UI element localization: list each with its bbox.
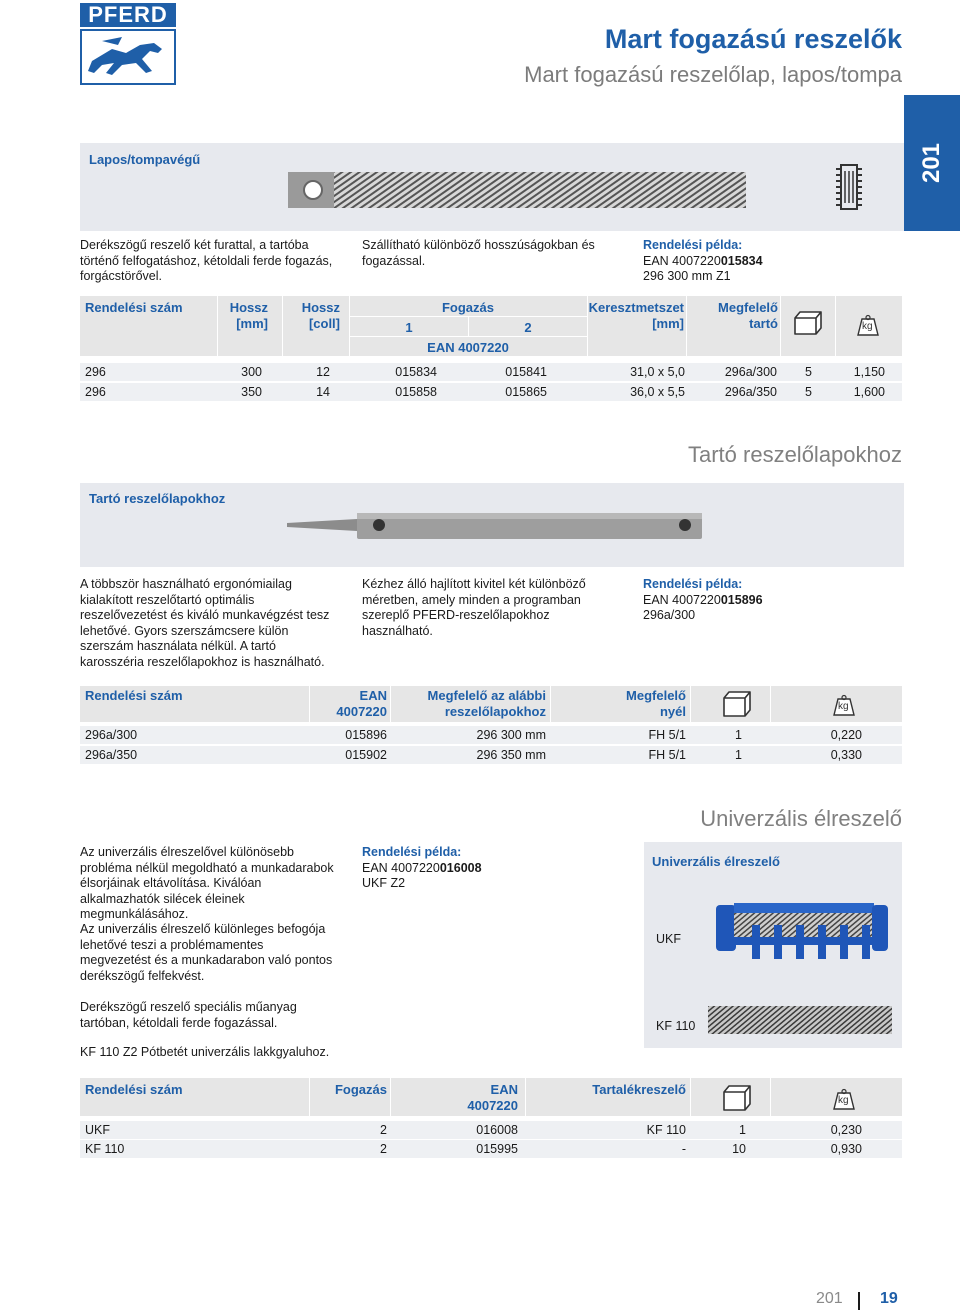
section-title-holder: Tartó reszelőlapokhoz: [687, 442, 902, 467]
order-example-label: Rendelési példa:: [643, 238, 743, 252]
order-ean-prefix: EAN 4007220: [643, 253, 721, 268]
order-example-line2: UKF Z2: [362, 876, 406, 890]
page-title: Mart fogazású reszelők: [604, 24, 902, 54]
cell-fits: 296 300 mm: [476, 728, 546, 742]
product-table-2: [80, 686, 902, 766]
cell-length-inch: 12: [316, 365, 330, 379]
cell-weight: 0,220: [830, 728, 862, 742]
cut-pattern-icon: [836, 163, 862, 211]
ukf-label: UKF: [656, 932, 681, 946]
weight-unit: kg: [838, 1095, 849, 1106]
header-order-number: Rendelési szám: [85, 688, 183, 703]
cell-weight: 0,230: [830, 1123, 862, 1137]
cell-teeth-2: 015841: [505, 365, 547, 379]
header-spare-file: Tartalékreszelő: [592, 1082, 686, 1097]
table-row: [80, 1140, 902, 1158]
pferd-logo: [80, 3, 176, 85]
side-tab: [904, 95, 960, 231]
table-row: [80, 726, 902, 744]
horse-logo-icon: [80, 29, 176, 85]
cell-teeth-1: 015834: [395, 365, 437, 379]
header-holder: Megfelelő tartó: [718, 300, 778, 331]
cell-length-mm: 300: [241, 365, 262, 379]
cell-ean: 015902: [345, 748, 387, 762]
cell-order: 296: [85, 365, 106, 379]
package-icon: [793, 310, 823, 336]
band-label: Univerzális élreszelő: [652, 854, 780, 869]
cell-qty: 1: [735, 728, 742, 742]
table-row: [80, 746, 902, 764]
cell-weight: 0,330: [830, 748, 862, 762]
cell-teeth: 2: [380, 1123, 387, 1137]
header-order-number: Rendelési szám: [85, 300, 183, 315]
header-ean: EAN 4007220: [336, 688, 387, 719]
cell-teeth-1: 015858: [395, 385, 437, 399]
brand-name: PFERD: [80, 3, 176, 27]
cell-ean: 016008: [476, 1123, 518, 1137]
ukf-tool-image: [712, 885, 892, 975]
product-table-1: [80, 296, 902, 402]
order-ean-code: 016008: [439, 860, 482, 875]
table-row: [80, 363, 902, 381]
header-teeth: Fogazás: [334, 1082, 387, 1097]
cell-weight: 1,150: [853, 365, 885, 379]
cell-qty: 10: [732, 1142, 746, 1156]
side-tab-label: 201: [917, 142, 945, 184]
cell-qty: 5: [805, 365, 812, 379]
cell-cross-section: 31,0 x 5,0: [630, 365, 685, 379]
header-handle: Megfelelő nyél: [626, 688, 686, 719]
order-ean-prefix: EAN 4007220: [643, 592, 721, 607]
cell-spare-file: -: [681, 1142, 686, 1156]
description-col2: Kézhez álló hajlított kivitel két különböző méretben, amely minden a programban szereplő PFERD-reszelőlapokhoz használható.: [362, 577, 586, 638]
table-row: [80, 1121, 902, 1139]
cell-spare-file: KF 110: [646, 1123, 686, 1137]
footer-page-number: 19: [880, 1290, 898, 1307]
description-p1: Az univerzális élreszelővel különösebb probléma nélkül megoldható a munkadarabok élsorjáinak eltávolítása. Kiválóan alkalmazhatók silécek éleinek megmunkálásához.: [80, 845, 334, 921]
cell-length-mm: 350: [241, 385, 262, 399]
order-example-line2: 296 300 mm Z1: [643, 269, 731, 283]
description-col1: A többször használható ergonómiailag kialakított reszelőtartó optimális reszelővezetést és kiváló munkavégzést tesz lehetővé. Gyors szerszámcsere külön szerszám használata nélkül. A tartó karosszéria reszelőlapokhoz is használható.: [80, 577, 330, 669]
section-title-universal: Univerzális élreszelő: [700, 806, 902, 831]
footer-catalog-number: 201: [816, 1290, 843, 1307]
band-label: Tartó reszelőlapokhoz: [89, 491, 226, 506]
description-p4: KF 110 Z2 Pótbetét univerzális lakkgyaluhoz.: [80, 1045, 330, 1059]
file-blade-image: [288, 166, 748, 214]
cell-qty: 1: [735, 748, 742, 762]
table-row: [80, 383, 902, 401]
weight-icon: [856, 314, 880, 336]
order-example-label: Rendelési példa:: [643, 577, 743, 591]
cell-qty: 1: [739, 1123, 746, 1137]
header-ean: EAN 4007220: [467, 1082, 518, 1113]
header-length-mm: Hossz [mm]: [229, 300, 268, 331]
description-col1: Derékszögű reszelő két furattal, a tartóba történő felfogatáshoz, kétoldali ferde fogazás, forgácstörővel.: [80, 238, 333, 283]
order-example-line2: 296a/300: [643, 608, 696, 622]
weight-icon: [832, 694, 856, 716]
cell-teeth-2: 015865: [505, 385, 547, 399]
header-fits: Megfelelő az alábbi reszelőlapokhoz: [427, 688, 546, 719]
kf110-image: [708, 1000, 894, 1040]
header-teeth-2: 2: [524, 320, 532, 335]
cell-handle: FH 5/1: [648, 748, 686, 762]
description-col2: Szállítható különböző hosszúságokban és fogazással.: [362, 238, 595, 268]
cell-qty: 5: [805, 385, 812, 399]
cell-ean: 015896: [345, 728, 387, 742]
package-icon: [722, 690, 752, 718]
weight-unit: kg: [838, 701, 849, 712]
page-subtitle: Mart fogazású reszelőlap, lapos/tompa: [524, 62, 902, 87]
cell-holder: 296a/350: [724, 385, 777, 399]
header-ean: EAN 4007220: [427, 340, 509, 355]
cell-weight: 1,600: [853, 385, 885, 399]
header-cross-section: Keresztmetszet [mm]: [588, 300, 684, 331]
cell-length-inch: 14: [316, 385, 330, 399]
order-example-label: Rendelési példa:: [362, 845, 462, 859]
cell-order: 296a/300: [85, 728, 138, 742]
header-length-inch: Hossz [coll]: [301, 300, 340, 331]
cell-ean: 015995: [476, 1142, 518, 1156]
cell-order: 296: [85, 385, 106, 399]
cell-fits: 296 350 mm: [476, 748, 546, 762]
description-p2: Az univerzális élreszelő különleges befogója lehetővé teszi a problémamentes megvezetést és a munkadarabon való pontos derékszögű felfekvést.: [80, 922, 333, 983]
cell-cross-section: 36,0 x 5,5: [630, 385, 685, 399]
order-ean-code: 015896: [720, 592, 763, 607]
order-example: [362, 845, 602, 892]
order-ean-prefix: EAN 4007220: [362, 860, 440, 875]
cell-order: 296a/350: [85, 748, 138, 762]
cell-teeth: 2: [380, 1142, 387, 1156]
weight-unit: kg: [862, 321, 873, 332]
order-example: [643, 577, 883, 624]
order-ean-code: 015834: [720, 253, 763, 268]
header-teeth-1: 1: [405, 320, 413, 335]
footer-divider: [858, 1292, 860, 1310]
description-p3: Derékszögű reszelő speciális műanyag tartóban, kétoldali ferde fogazással.: [80, 1000, 297, 1030]
band-label: Lapos/tompavégű: [89, 152, 201, 167]
cell-order: KF 110: [85, 1142, 125, 1156]
header-teeth: Fogazás: [441, 300, 494, 315]
weight-icon: [832, 1088, 856, 1110]
holder-image: [287, 505, 707, 545]
kf110-label: KF 110: [656, 1019, 696, 1033]
package-icon: [722, 1084, 752, 1112]
cell-order: UKF: [85, 1123, 110, 1137]
cell-holder: 296a/300: [724, 365, 777, 379]
product-table-3: [80, 1078, 902, 1160]
header-order-number: Rendelési szám: [85, 1082, 183, 1097]
order-example: [643, 238, 883, 285]
cell-handle: FH 5/1: [648, 728, 686, 742]
cell-weight: 0,930: [830, 1142, 862, 1156]
